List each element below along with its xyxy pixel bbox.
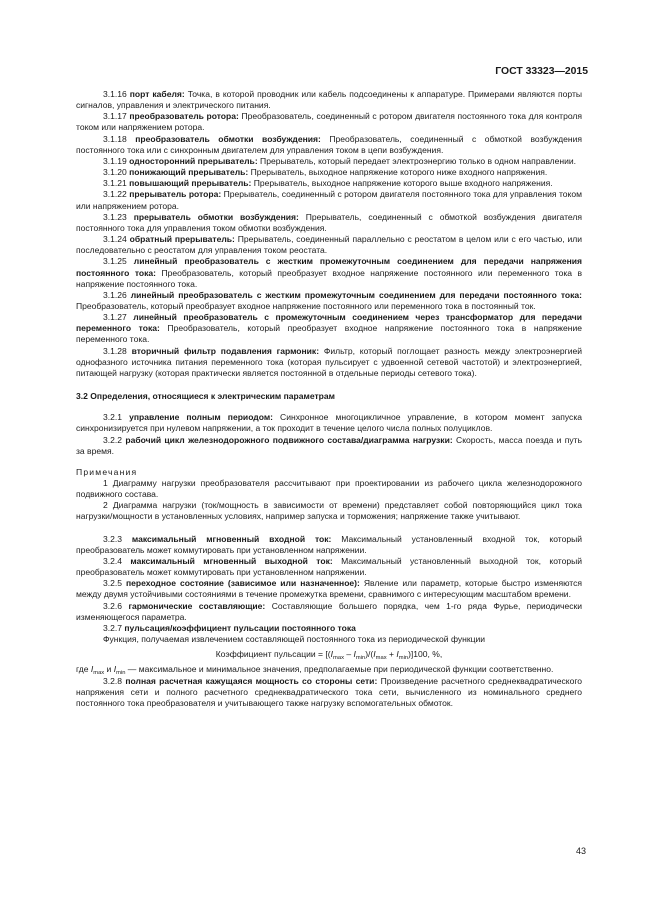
definition-text: Прерыватель, соединенный параллельно с реостатом в целом или с его частью, или последовательно с реостатом для управления током реостата. <box>76 234 583 256</box>
definition-number: 3.2.7 <box>103 622 123 633</box>
ripple-formula: Коэффициент пульсации = $[(I_{max} - I_{min})/(I_{max} + I_{min})]100$, %, <box>215 649 443 662</box>
definition-number: 3.1.16 <box>103 89 127 99</box>
definition-number: 3.1.17 <box>103 111 127 122</box>
definitions-group-3-1 <box>76 89 582 379</box>
definitions-group-3-2-a <box>76 412 582 457</box>
definition-term: полная расчетная кажущаяся мощность со стороны сети: <box>125 675 378 686</box>
definition-term: максимальный мгновенный входной ток: <box>131 533 332 544</box>
definition-3-1-17 <box>76 111 582 133</box>
definition-number: 3.1.21 <box>103 178 127 189</box>
definition-term: понижающий прерыватель: <box>129 167 249 178</box>
definition-text: Максимальный установленный выходной ток, который преобразователь может коммутировать при установленном напряжении. <box>76 555 583 578</box>
definition-number: 3.1.19 <box>103 155 127 166</box>
definition-3-1-25 <box>76 256 582 289</box>
definition-text: Преобразователь, соединенный с обмоткой возбуждения постоянного тока или с синхронным двигателем для управления током в цепи возбуждения. <box>76 133 583 155</box>
definition-3-1-16 <box>76 89 582 111</box>
definition-text: Преобразователь, который преобразует входное напряжение постоянного или переменного тока в напряжение постоянного тока. <box>76 267 582 289</box>
definition-term: повышающий прерыватель: <box>129 178 252 189</box>
definition-3-1-24 <box>76 234 582 256</box>
definition-text: Синхронное многоцикличное управление, в котором момент запуска синхронизируется при нулевом напряжении, а ток проходит в течение целого числа полных полуциклов. <box>76 412 582 434</box>
note-item: 2 Диаграмма нагрузки (ток/мощность в зависимости от времени) представляет собой повторяющийся цикл тока нагрузки/мощности в установленных условиях, например запуска и торможения; напряжение также учитывают. <box>76 500 582 522</box>
definition-text: Точка, в которой проводник или кабель подсоединены к аппаратуре. Примерами являются порты сигналов, управления и электрического питания. <box>76 89 583 111</box>
definition-text: Скорость, масса поезда и путь за время. <box>76 434 583 456</box>
definition-3-2-4 <box>76 556 582 578</box>
note-item: 1 Диаграмму нагрузки преобразователя рассчитывают при проектировании из рабочего цикла железнодорожного подвижного состава. <box>76 478 582 500</box>
definition-term: односторонний прерыватель: <box>129 155 258 166</box>
definitions-group-3-2-b <box>76 534 582 623</box>
definition-term: гармонические составляющие: <box>128 600 266 611</box>
definition-3-1-28 <box>76 346 582 379</box>
definition-3-1-21 <box>76 178 582 189</box>
definition-3-2-1 <box>76 412 582 434</box>
definition-3-2-2 <box>76 435 582 457</box>
definition-number: 3.1.24 <box>103 234 127 245</box>
definition-3-1-23 <box>76 212 582 234</box>
definition-number: 3.2.1 <box>103 412 123 423</box>
definition-text: Преобразователь, который преобразует входное напряжение постоянного тока в напряжение переменного тока. <box>76 323 582 345</box>
definition-text: Прерыватель, соединенный с обмоткой возбуждения двигателя постоянного тока для управления током обмотки возбуждения. <box>76 211 583 233</box>
definition-term: линейный преобразователь с жестким промежуточным соединением для передачи постоянного тока: <box>130 289 582 300</box>
document-body <box>76 89 582 709</box>
section-title: 3.2 Определения, относящиеся к электрическим параметрам <box>76 391 335 402</box>
definition-3-2-8 <box>76 676 582 709</box>
definition-text: Прерыватель, выходное напряжение которого ниже входного напряжения. <box>250 167 548 178</box>
definition-term: порт кабеля: <box>129 89 185 99</box>
definition-number: 3.2.5 <box>103 578 123 589</box>
definition-text: Явление или параметр, которые быстро изменяются между двумя устойчивыми состояниями в течение промежутка времени, сравнимого с интересующим масштабом времени. <box>76 578 583 600</box>
definition-number: 3.1.20 <box>103 167 127 178</box>
definition-term: преобразователь обмотки возбуждения: <box>135 133 321 144</box>
definition-number: 3.1.27 <box>103 312 127 323</box>
definition-3-1-26 <box>76 290 582 312</box>
definition-term: пульсация/коэффициент пульсации постоянного тока <box>124 622 356 633</box>
definition-term: прерыватель ротора: <box>129 189 222 200</box>
definition-3-2-7 <box>76 623 582 634</box>
page-number: 43 <box>575 846 586 856</box>
definition-number: 3.1.25 <box>103 256 127 267</box>
definition-number: 3.1.22 <box>103 189 127 200</box>
definition-text: Прерыватель, который передает электроэнергию только в одном направлении. <box>260 155 577 166</box>
definition-3-1-22 <box>76 189 582 211</box>
definition-term: обратный прерыватель: <box>129 234 235 245</box>
definition-term: преобразователь ротора: <box>129 111 239 122</box>
definition-term: линейный преобразователь с промежуточным соединением через трансформатор для передачи переменного тока: <box>76 312 583 334</box>
definition-text: Преобразователь, который преобразует входное напряжение постоянного или переменного тока в постоянный ток. <box>76 300 536 311</box>
standard-header: ГОСТ 33323—2015 <box>495 66 588 77</box>
definition-3-2-5 <box>76 578 582 600</box>
definition-3-1-27 <box>76 312 582 345</box>
definition-text: Произведение расчетного среднеквадратического напряжения сети и полного расчетного среднеквадратического тока сети, вычисленного из номинального среднего постоянного тока преобразователя и учитывающего также нагрузку вспомогательных обмоток. <box>76 675 583 708</box>
definition-number: 3.2.8 <box>103 675 123 686</box>
definition-3-2-7-intro: Функция, получаемая извлечением составляющей постоянного тока из периодической функции <box>103 634 486 645</box>
definition-term: прерыватель обмотки возбуждения: <box>133 211 299 222</box>
formula-explanation: где $I_{max}$ и $I_{min}$ — максимальное и минимальное значения, предполагаемые при периодической функции соответственно. <box>76 664 554 677</box>
definition-number: 3.2.2 <box>103 434 123 445</box>
definition-text: Фильтр, который поглощает разность между электроэнергией однофазного источника питания переменного тока (которая пульсирует с удвоенной сетевой частотой) и электроэнергией, питающей нагрузку (которая практически является постоянной в отдельные периоды сетевого тока). <box>76 345 582 378</box>
definition-text: Прерыватель, выходное напряжение которого выше входного напряжения. <box>253 178 553 189</box>
definition-number: 3.1.18 <box>103 133 127 144</box>
definition-number: 3.1.28 <box>103 345 127 356</box>
definition-3-2-3 <box>76 534 582 556</box>
definition-term: управление полным периодом: <box>129 412 273 423</box>
definition-text: Составляющие большего порядка, чем 1-го ряда Фурье, периодически изменяющегося параметра. <box>76 600 583 622</box>
definition-text: Преобразователь, соединенный с ротором двигателя постоянного тока для контроля током или напряжением ротора. <box>76 111 583 133</box>
definition-number: 3.1.23 <box>103 211 127 222</box>
definition-term: вторичный фильтр подавления гармоник: <box>131 345 320 356</box>
notes-heading: Примечания <box>76 466 138 477</box>
definition-term: рабочий цикл железнодорожного подвижного состава/диаграмма нагрузки: <box>125 434 453 445</box>
definition-text: Прерыватель, соединенный с ротором двигателя постоянного тока для управления током или напряжением ротора. <box>76 189 583 211</box>
definition-term: линейный преобразователь с жестким промежуточным соединением для передачи напряжения постоянного тока: <box>76 256 583 278</box>
definition-3-1-20 <box>76 167 582 178</box>
definition-number: 3.2.3 <box>103 533 123 544</box>
definition-term: переходное состояние (зависимое или назначенное): <box>126 578 360 589</box>
definition-3-1-18 <box>76 134 582 156</box>
definition-number: 3.2.4 <box>103 555 123 566</box>
definition-3-2-6 <box>76 601 582 623</box>
definition-term: максимальный мгновенный выходной ток: <box>130 555 333 566</box>
definition-3-1-19 <box>76 156 582 167</box>
definition-number: 3.2.6 <box>103 600 123 611</box>
definition-number: 3.1.26 <box>103 289 127 300</box>
definition-text: Максимальный установленный входной ток, который преобразователь может коммутировать при установленном напряжении. <box>76 533 583 555</box>
